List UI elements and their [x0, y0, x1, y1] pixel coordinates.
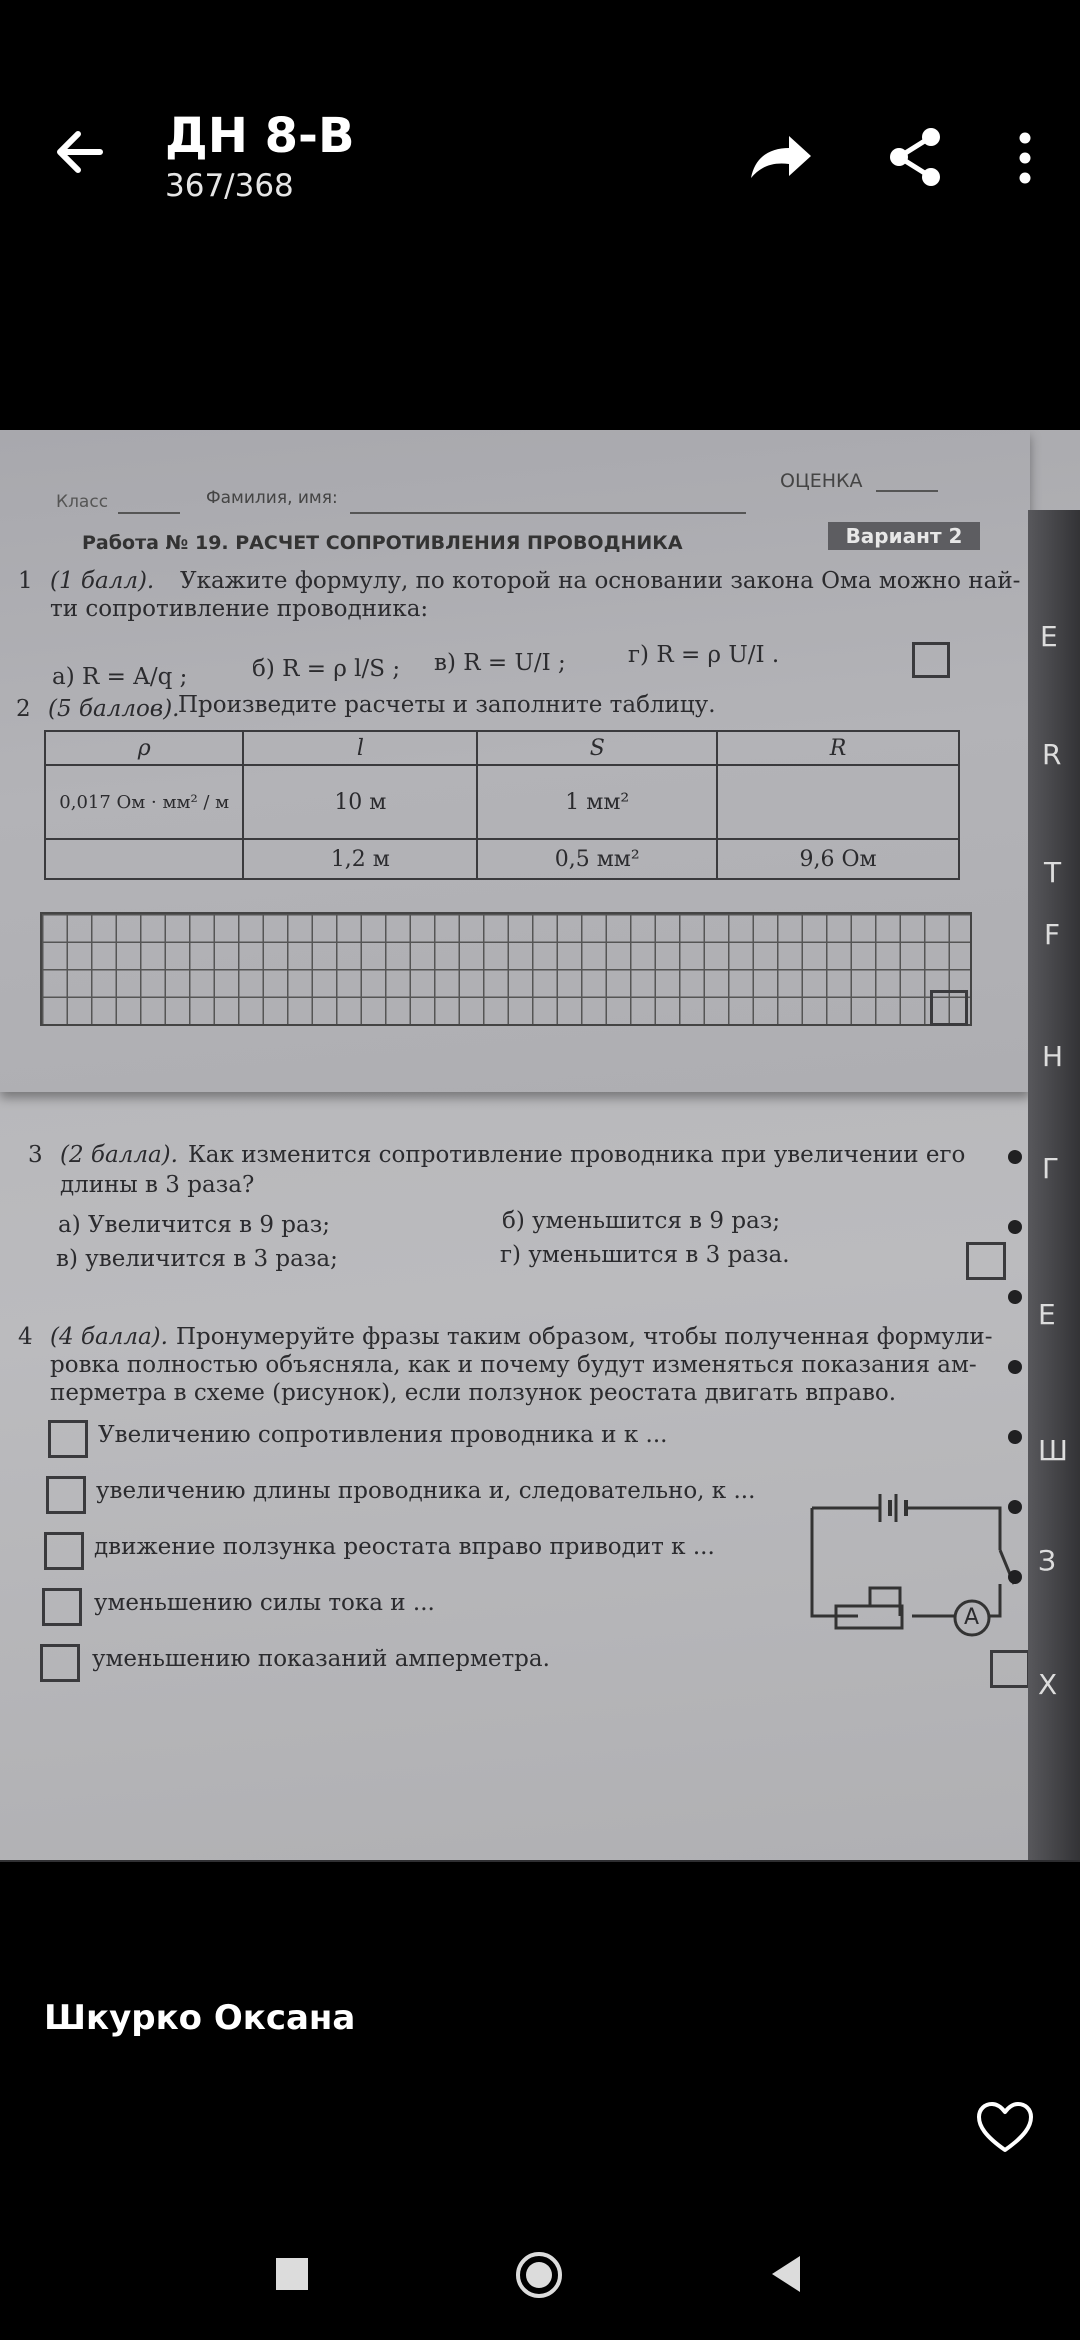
share-icon [885, 125, 945, 189]
q3-number: 3 [28, 1142, 43, 1168]
q1-text-2: ти сопротивление проводника: [50, 596, 429, 622]
q1-number: 1 [18, 568, 33, 594]
q3-option-a: а) Увеличится в 9 раз; [58, 1212, 331, 1238]
binder-ring [1008, 1430, 1022, 1444]
table-cell: 0,5 мм² [477, 839, 717, 879]
worksheet-paper [0, 430, 1080, 1860]
q4-text-2: ровка полностью объясняла, как и почему будут изменяться показания ам- [50, 1352, 977, 1378]
edge-letter: Н [1042, 1040, 1064, 1073]
q3-answer-box[interactable] [966, 1242, 1006, 1280]
variant-badge: Вариант 2 [828, 522, 980, 550]
edge-letter: Г [1042, 1152, 1060, 1185]
table-cell: 1 мм² [477, 765, 717, 839]
upper-page [0, 430, 1030, 1092]
home-button[interactable] [514, 2250, 564, 2300]
more-vertical-icon [1010, 128, 1040, 188]
table-cell: 10 м [243, 765, 477, 839]
table-header: S [477, 731, 717, 765]
heart-icon [975, 2100, 1035, 2156]
binder-ring [1008, 1570, 1022, 1584]
phrase-number-box[interactable] [40, 1644, 80, 1682]
q4-answer-box[interactable] [990, 1650, 1030, 1688]
recent-apps-button[interactable] [276, 2258, 308, 2290]
q2-text: Произведите расчеты и заполните таблицу. [178, 692, 716, 718]
home-circle-icon [514, 2250, 564, 2300]
phrase-item: увеличению длины проводника и, следовательно, к ... [96, 1478, 756, 1504]
q3-option-g: г) уменьшится в 3 раза. [500, 1242, 790, 1268]
phrase-number-box[interactable] [48, 1420, 88, 1458]
table-cell: 0,017 Ом · мм² / м [45, 765, 243, 839]
table-cell: 9,6 Ом [717, 839, 959, 879]
class-line [118, 512, 180, 514]
table-header-row [45, 731, 959, 765]
table-cell[interactable] [45, 839, 243, 879]
grade-label: ОЦЕНКА [780, 470, 863, 492]
q1-option-v: в) R = U/I ; [434, 650, 566, 676]
q3-text-2: длины в 3 раза? [60, 1172, 255, 1198]
chat-title: ДН 8-В [165, 108, 355, 164]
table-cell[interactable] [717, 765, 959, 839]
edge-letter: Х [1038, 1668, 1058, 1701]
phrase-number-box[interactable] [42, 1588, 82, 1626]
q2-number: 2 [16, 696, 31, 722]
binder-ring [1008, 1360, 1022, 1374]
system-back-button[interactable] [764, 2252, 808, 2296]
edge-letter: З [1038, 1544, 1056, 1577]
q4-text-3: перметра в схеме (рисунок), если ползунок реостата двигать вправо. [50, 1380, 897, 1406]
binder-ring [1008, 1500, 1022, 1514]
q3-option-v: в) увеличится в 3 раза; [56, 1246, 338, 1272]
table-header: l [243, 731, 477, 765]
name-label: Фамилия, имя: [206, 488, 338, 508]
edge-letter: R [1042, 738, 1062, 771]
sender-name: Шкурко Оксана [44, 1998, 356, 2038]
resistance-table [44, 730, 960, 880]
answer-grid[interactable] [40, 912, 972, 1026]
binder-ring [1008, 1290, 1022, 1304]
phrase-number-box[interactable] [46, 1476, 86, 1514]
grade-line [876, 490, 938, 492]
q1-answer-box[interactable] [912, 642, 950, 678]
phrase-number-box[interactable] [44, 1532, 84, 1570]
viewer-top-bar [0, 0, 1080, 230]
phrase-item: уменьшению показаний амперметра. [92, 1646, 550, 1672]
share-button[interactable] [885, 125, 945, 189]
work-title: Работа № 19. РАСЧЕТ СОПРОТИВЛЕНИЯ ПРОВОДНИКА [82, 532, 683, 554]
q2-points: (5 баллов). [48, 696, 180, 722]
edge-letter: F [1044, 918, 1061, 951]
ammeter-label: A [964, 1605, 980, 1630]
table-header: R [717, 731, 959, 765]
q4-number: 4 [18, 1324, 33, 1350]
background-page-edge [1028, 510, 1080, 1860]
name-line [350, 512, 746, 514]
q2-answer-box[interactable] [930, 990, 968, 1026]
image-counter: 367/368 [165, 168, 294, 204]
like-button[interactable] [975, 2100, 1035, 2156]
triangle-back-icon [764, 2252, 808, 2296]
phrase-item: движение ползунка реостата вправо приводит к ... [94, 1534, 715, 1560]
table-header: ρ [45, 731, 243, 765]
table-cell: 1,2 м [243, 839, 477, 879]
table-row [45, 839, 959, 879]
edge-letter: Е [1040, 620, 1058, 653]
arrow-left-icon [48, 120, 112, 184]
q1-points: (1 балл). [50, 568, 155, 594]
binder-ring [1008, 1150, 1022, 1164]
phrase-item: Увеличению сопротивления проводника и к ... [98, 1422, 668, 1448]
back-button[interactable] [48, 120, 112, 184]
q3-option-b: б) уменьшится в 9 раз; [502, 1208, 781, 1234]
q3-text-1: Как изменится сопротивление проводника при увеличении его [188, 1142, 966, 1168]
edge-letter: Е [1038, 1298, 1056, 1331]
q3-points: (2 балла). [60, 1142, 178, 1168]
q4-text-1: Пронумеруйте фразы таким образом, чтобы полученная формули- [176, 1324, 993, 1350]
worksheet-photo[interactable] [0, 430, 1080, 1862]
q1-option-g: г) R = ρ U/I . [628, 642, 780, 668]
q1-text-1: Укажите формулу, по которой на основании закона Ома можно най- [180, 568, 1021, 594]
forward-button[interactable] [745, 128, 815, 188]
q1-option-b: б) R = ρ l/S ; [252, 656, 401, 682]
q4-points: (4 балла). [50, 1324, 168, 1350]
forward-arrow-icon [745, 128, 815, 188]
binder-ring [1008, 1220, 1022, 1234]
edge-letter: Ш [1038, 1434, 1068, 1467]
table-row [45, 765, 959, 839]
phrase-item: уменьшению силы тока и ... [94, 1590, 435, 1616]
q1-option-a: а) R = A/q ; [52, 664, 188, 690]
class-label: Класс [56, 492, 109, 512]
edge-letter: Т [1044, 856, 1062, 889]
more-options-button[interactable] [1010, 128, 1040, 188]
